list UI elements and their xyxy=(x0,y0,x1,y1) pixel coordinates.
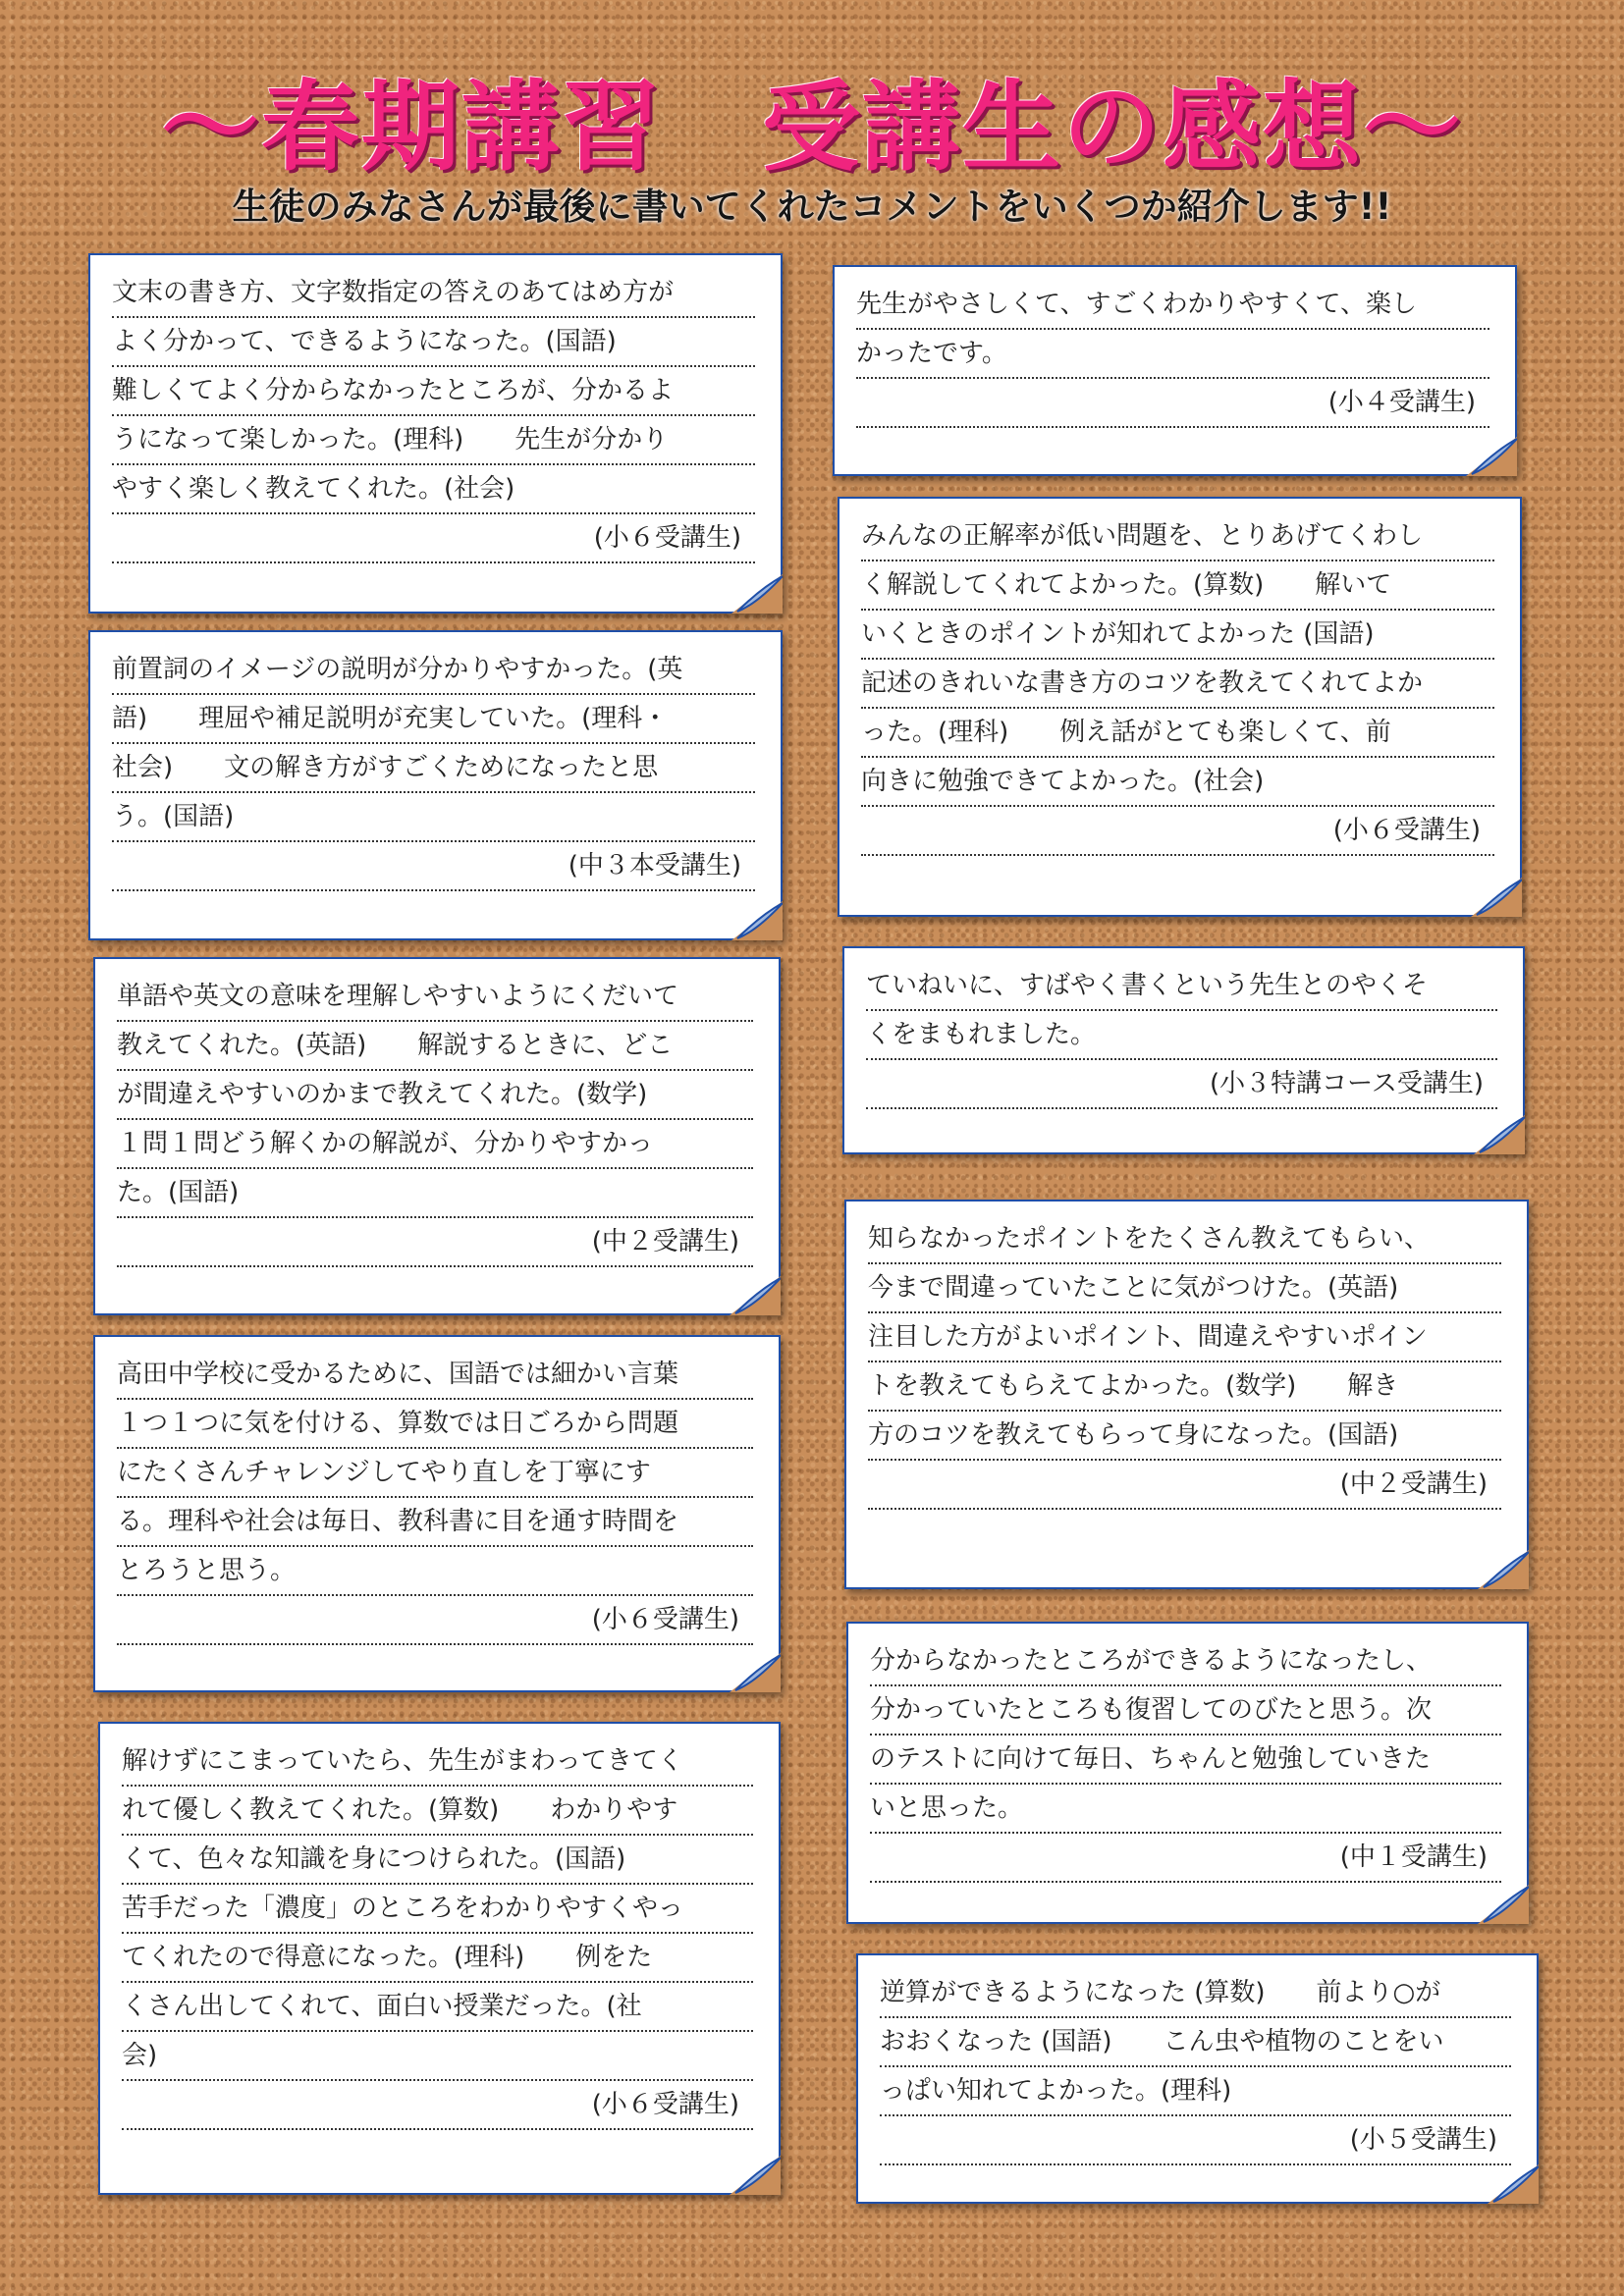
comment-line: た。(国語) xyxy=(117,1169,753,1218)
comment-line: 分からなかったところができるようになったし、 xyxy=(870,1637,1501,1686)
page-curl-icon xyxy=(1474,1115,1525,1154)
page-curl-icon xyxy=(730,2156,781,2195)
comment-line: が間違えやすいのかまで教えてくれた。(数学) xyxy=(117,1071,753,1120)
student-label: (小６受講生) xyxy=(122,2081,753,2130)
comment-line: 注目した方がよいポイント、間違えやすいポイン xyxy=(868,1313,1501,1362)
comment-line: いと思った。 xyxy=(870,1785,1501,1834)
comment-line: った。(理科) 例え話がとても楽しくて、前 xyxy=(861,709,1494,758)
comment-card xyxy=(93,1335,781,1692)
student-label: (中２受講生) xyxy=(868,1461,1501,1510)
comment-line: 今まで間違っていたことに気がつけた。(英語) xyxy=(868,1264,1501,1313)
comment-line: くて、色々な知識を身につけられた。(国語) xyxy=(122,1836,753,1885)
comment-line: 高田中学校に受かるために、国語では細かい言葉 xyxy=(117,1351,753,1400)
comment-line: トを教えてもらえてよかった。(数学) 解き xyxy=(868,1362,1501,1412)
comment-line: よく分かって、できるようになった。(国語) xyxy=(112,318,755,367)
comment-line: る。理科や社会は毎日、教科書に目を通す時間を xyxy=(117,1498,753,1547)
page-curl-icon xyxy=(1471,878,1522,917)
comment-line: 文末の書き方、文字数指定の答えのあてはめ方が xyxy=(112,269,755,318)
comment-card xyxy=(93,957,781,1315)
comment-card xyxy=(88,630,783,940)
student-label: (中３本受講生) xyxy=(112,842,755,891)
page-title: ～春期講習 受講生の感想～ xyxy=(161,70,1463,185)
comment-line: １つ１つに気を付ける、算数では日ごろから問題 xyxy=(117,1400,753,1449)
page-curl-icon xyxy=(731,574,783,614)
comment-line: うになって楽しかった。(理科) 先生が分かり xyxy=(112,416,755,465)
comment-line: おおくなった (国語) こん虫や植物のことをい xyxy=(880,2018,1511,2067)
comment-line: 社会) 文の解き方がすごくためになったと思 xyxy=(112,744,755,793)
comment-line: 解けずにこまっていたら、先生がまわってきてく xyxy=(122,1737,753,1787)
page-curl-icon xyxy=(730,1653,781,1692)
comment-card xyxy=(856,1953,1539,2204)
comment-line: とろうと思う。 xyxy=(117,1547,753,1596)
comment-card xyxy=(838,497,1522,917)
comment-line: みんなの正解率が低い問題を、とりあげてくわし xyxy=(861,512,1494,561)
comment-line: う。(国語) xyxy=(112,793,755,842)
comment-card xyxy=(844,1200,1529,1589)
comment-line: 会) xyxy=(122,2032,753,2081)
comment-card xyxy=(846,1622,1529,1924)
comment-line: いくときのポイントが知れてよかった (国語) xyxy=(861,611,1494,660)
student-label: (中２受講生) xyxy=(117,1218,753,1267)
comment-card xyxy=(842,946,1525,1154)
comment-line: 苦手だった「濃度」のところをわかりやすくやっ xyxy=(122,1885,753,1934)
comment-line: くさん出してくれて、面白い授業だった。(社 xyxy=(122,1983,753,2032)
comment-line: 記述のきれいな書き方のコツを教えてくれてよか xyxy=(861,660,1494,709)
comment-line: く解説してくれてよかった。(算数) 解いて xyxy=(861,561,1494,611)
page-curl-icon xyxy=(1478,1885,1529,1924)
student-label: (中１受講生) xyxy=(870,1834,1501,1883)
comment-line: れて優しく教えてくれた。(算数) わかりやす xyxy=(122,1787,753,1836)
page-curl-icon xyxy=(1466,437,1517,476)
comment-line: にたくさんチャレンジしてやり直しを丁寧にす xyxy=(117,1449,753,1498)
comment-line: やすく楽しく教えてくれた。(社会) xyxy=(112,465,755,514)
student-label: (小６受講生) xyxy=(117,1596,753,1645)
comment-line: 知らなかったポイントをたくさん教えてもらい、 xyxy=(868,1215,1501,1264)
comment-line: 教えてくれた。(英語) 解説するときに、どこ xyxy=(117,1022,753,1071)
page-curl-icon xyxy=(1488,2164,1539,2204)
comment-line: 逆算ができるようになった (算数) 前より○が xyxy=(880,1969,1511,2018)
comment-card xyxy=(88,253,783,614)
comment-line: 先生がやさしくて、すごくわかりやすくて、楽し xyxy=(856,281,1489,330)
comment-line: 前置詞のイメージの説明が分かりやすかった。(英 xyxy=(112,646,755,695)
student-label: (小５受講生) xyxy=(880,2116,1511,2165)
comment-line: 単語や英文の意味を理解しやすいようにくだいて xyxy=(117,973,753,1022)
comment-line: 方のコツを教えてもらって身になった。(国語) xyxy=(868,1412,1501,1461)
comment-line: 難しくてよく分からなかったところが、分かるよ xyxy=(112,367,755,416)
comment-line: ていねいに、すばやく書くという先生とのやくそ xyxy=(866,962,1497,1011)
comment-line: のテストに向けて毎日、ちゃんと勉強していきた xyxy=(870,1735,1501,1785)
student-label: (小６受講生) xyxy=(112,514,755,563)
comment-line: くをまもれました。 xyxy=(866,1011,1497,1060)
comment-card xyxy=(833,265,1517,476)
comment-line: っぱい知れてよかった。(理科) xyxy=(880,2067,1511,2116)
comment-line: 語) 理屈や補足説明が充実していた。(理科・ xyxy=(112,695,755,744)
comment-line: かったです。 xyxy=(856,330,1489,379)
student-label: (小４受講生) xyxy=(856,379,1489,428)
page-subtitle: 生徒のみなさんが最後に書いてくれたコメントをいくつか紹介します!! xyxy=(232,186,1392,228)
comment-line: てくれたので得意になった。(理科) 例をた xyxy=(122,1934,753,1983)
page-curl-icon xyxy=(731,901,783,940)
comment-card xyxy=(98,1722,781,2195)
page-curl-icon xyxy=(730,1276,781,1315)
comment-line: 向きに勉強できてよかった。(社会) xyxy=(861,758,1494,807)
student-label: (小３特講コース受講生) xyxy=(866,1060,1497,1109)
comment-line: 分かっていたところも復習してのびたと思う。次 xyxy=(870,1686,1501,1735)
page-curl-icon xyxy=(1478,1550,1529,1589)
comment-line: １問１問どう解くかの解説が、分かりやすかっ xyxy=(117,1120,753,1169)
student-label: (小６受講生) xyxy=(861,807,1494,856)
